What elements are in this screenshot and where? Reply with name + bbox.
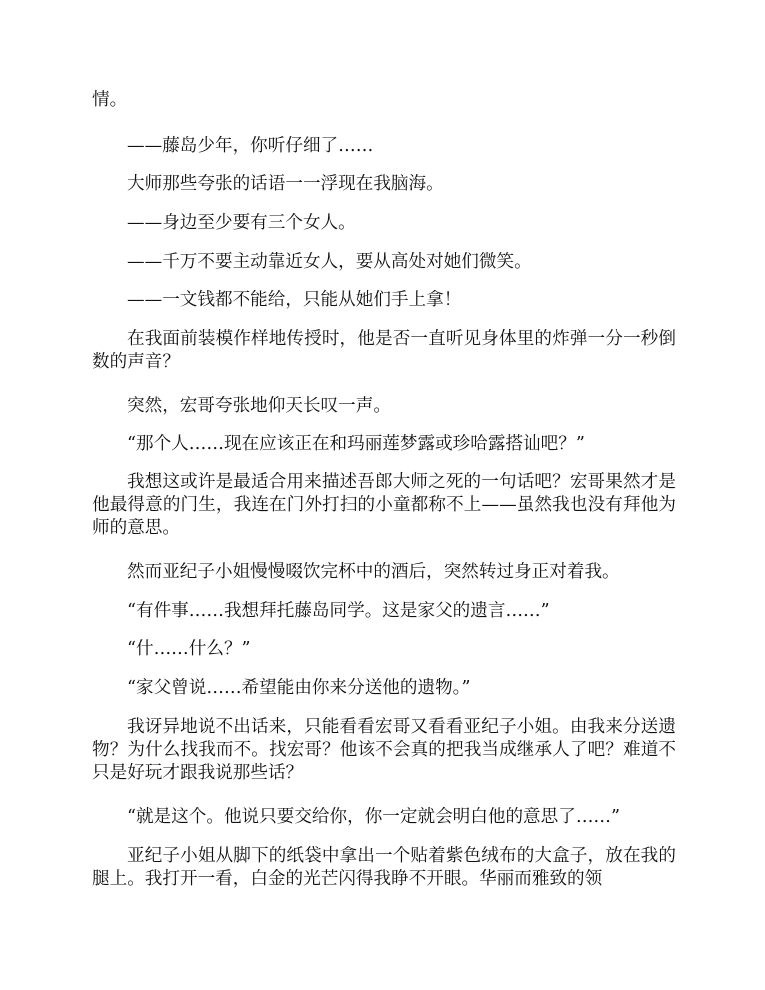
paragraph: 然而亚纪子小姐慢慢啜饮完杯中的酒后，突然转过身正对着我。 bbox=[127, 562, 620, 582]
paragraph: 在我面前装模作样地传授时，他是否一直听见身体里的炸弹一分一秒倒数的声音？ bbox=[92, 329, 676, 372]
paragraph: 大师那些夸张的话语一一浮现在我脑海。 bbox=[127, 174, 444, 194]
document-page bbox=[92, 0, 676, 990]
paragraph: ——身边至少要有三个女人。 bbox=[127, 213, 356, 233]
paragraph: ——藤岛少年，你听仔细了…… bbox=[127, 136, 374, 156]
paragraph-continuation: 情。 bbox=[92, 90, 128, 110]
paragraph: “就是这个。他说只要交给你，你一定就会明白他的意思了……” bbox=[127, 807, 621, 827]
paragraph: ——千万不要主动靠近女人，要从高处对她们微笑。 bbox=[127, 252, 532, 272]
paragraph: 我想这或许是最适合用来描述吾郎大师之死的一句话吧？宏哥果然才是他最得意的门生，我连在门外打扫的小童都称不上——虽然我也没有拜他为师的意思。 bbox=[92, 472, 676, 538]
paragraph: “什……什么？” bbox=[127, 639, 251, 659]
paragraph: 我讶异地说不出话来，只能看看宏哥又看看亚纪子小姐。由我来分送遗物？为什么找我而不。找宏哥？他该不会真的把我当成继承人了吧？难道不只是好玩才跟我说那些话？ bbox=[92, 717, 676, 783]
paragraph: 突然，宏哥夸张地仰天长叹一声。 bbox=[127, 396, 391, 416]
paragraph: 亚纪子小姐从脚下的纸袋中拿出一个贴着紫色绒布的大盒子，放在我的腿上。我打开一看，白金的光芒闪得我睁不开眼。华丽而雅致的领 bbox=[92, 846, 676, 889]
paragraph: “那个人……现在应该正在和玛丽莲梦露或珍哈露搭讪吧？” bbox=[127, 434, 585, 454]
paragraph: “有件事……我想拜托藤岛同学。这是家父的遗言……” bbox=[127, 601, 550, 621]
paragraph: ——一文钱都不能给，只能从她们手上拿！ bbox=[127, 290, 462, 310]
paragraph: “家父曾说……希望能由你来分送他的遗物。” bbox=[127, 678, 471, 698]
